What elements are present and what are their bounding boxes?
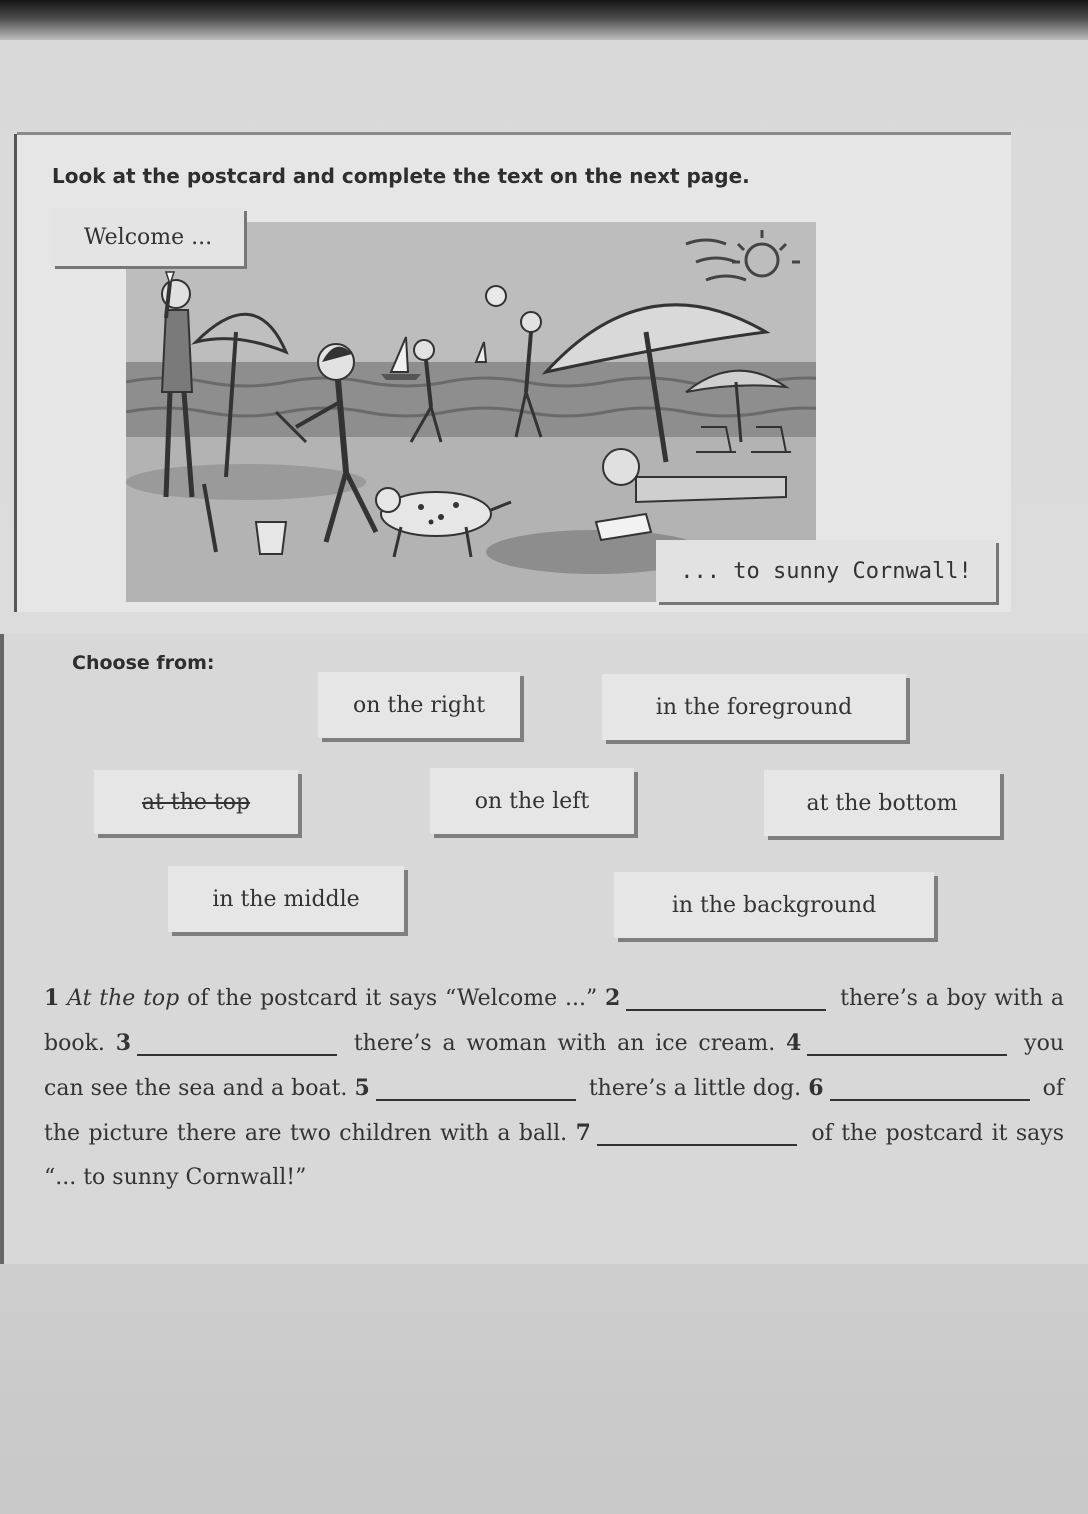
sentence-7-text: of the postcard it says “... to sunny Cornwall!” — [44, 1121, 1064, 1190]
example-answer: At the top — [67, 986, 180, 1011]
sentence-6-text: of the picture there are two children with a ball. — [44, 1076, 1064, 1146]
sentence-5-text: there’s a little dog. — [588, 1076, 802, 1101]
choose-from-label: Choose from: — [72, 652, 215, 674]
item-number-5: 5 — [354, 1075, 370, 1101]
instruction-text: Look at the postcard and complete the text on the next page. — [52, 164, 750, 188]
blank-5-input[interactable] — [376, 1081, 576, 1101]
option-on-the-right[interactable]: on the right — [318, 672, 520, 738]
postcard-welcome-label: Welcome ... — [52, 208, 244, 266]
item-number-7: 7 — [575, 1120, 591, 1146]
blank-4-input[interactable] — [807, 1036, 1007, 1056]
blank-3-input[interactable] — [137, 1036, 337, 1056]
photo-top-shadow — [0, 0, 1088, 40]
option-at-the-top[interactable]: at the top — [94, 770, 298, 834]
sentence-3-text: there’s a woman with an ice cream. — [353, 1031, 776, 1056]
item-number-4: 4 — [786, 1030, 802, 1056]
postcard-cornwall-label: ... to sunny Cornwall! — [656, 540, 996, 602]
option-in-the-middle[interactable]: in the middle — [168, 866, 404, 932]
item-number-3: 3 — [115, 1030, 132, 1056]
fill-in-text — [44, 976, 1064, 1200]
sentence-1-text: of the postcard it says “Welcome ...” — [187, 986, 598, 1011]
blank-6-input[interactable] — [830, 1081, 1030, 1101]
option-at-the-bottom[interactable]: at the bottom — [764, 770, 1000, 836]
item-number-1: 1 — [44, 985, 60, 1011]
option-on-the-left[interactable]: on the left — [430, 768, 634, 834]
sentence-4-text: you can see the sea and a boat. — [44, 1031, 1065, 1101]
option-in-the-background[interactable]: in the background — [614, 872, 934, 938]
sentence-2-text: there’s a boy with a book. — [44, 986, 1065, 1056]
blank-7-input[interactable] — [597, 1126, 797, 1146]
option-in-the-foreground[interactable]: in the foreground — [602, 674, 906, 740]
item-number-6: 6 — [808, 1075, 824, 1101]
blank-2-input[interactable] — [626, 991, 826, 1011]
item-number-2: 2 — [605, 985, 621, 1011]
